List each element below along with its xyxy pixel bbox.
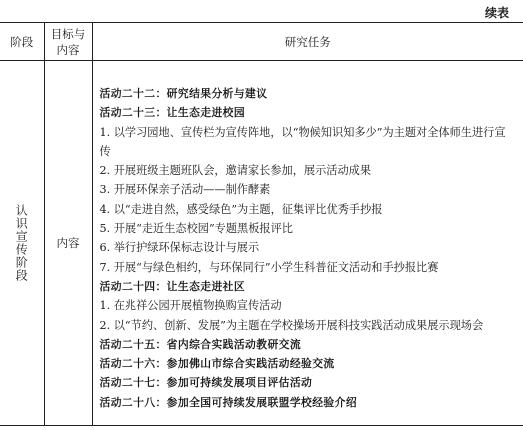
task-item: 2. 以“节约、创新、发展”为主题在学校操场开展科技实践活动成果展示现场会	[99, 318, 484, 332]
header-tasks: 研究任务	[92, 23, 523, 61]
task-item: 2. 开展班级主题班队会，邀请家长参加，展示活动成果	[99, 164, 372, 178]
stage-label: 认识宣传阶段	[14, 204, 29, 282]
table-row	[0, 61, 523, 426]
task-item: 4. 以“走进自然，感受绿色”为主题，征集评比优秀手抄报	[99, 202, 383, 216]
activity-heading: 活动二十四：让生态走进社区	[99, 279, 246, 293]
task-item: 7. 开展“与绿色相约，与环保同行”小学生科普征文活动和手抄报比赛	[99, 260, 439, 274]
header-stage: 阶段	[0, 23, 44, 61]
task-list	[94, 70, 523, 416]
task-item: 6. 举行护绿环保标志设计与展示	[99, 241, 260, 255]
task-item: 3. 开展环保亲子活动——制作酵素	[99, 183, 271, 197]
activity-heading: 活动二十五：省内综合实践活动教研交流	[99, 337, 302, 351]
header-content-target: 目标与内容	[44, 23, 92, 61]
task-item: 5. 开展“走近生态校园”专题黑板报评比	[99, 222, 293, 236]
table-header-row	[0, 23, 523, 61]
activity-heading: 活动二十三：让生态走进校园	[99, 106, 246, 120]
continued-label: 续表	[484, 6, 509, 20]
activity-heading: 活动二十二：研究结果分析与建议	[99, 86, 268, 100]
task-item: 1. 以学习园地、宣传栏为宣传阵地，以“物候知识知多少”为主题对全体师生进行宣传	[99, 125, 506, 158]
activity-heading: 活动二十七：参加可持续发展项目评估活动	[99, 376, 313, 390]
stage-cell	[0, 61, 44, 426]
task-item: 1. 在兆祥公园开展植物换购宣传活动	[99, 299, 282, 313]
activity-heading: 活动二十八：参加全国可持续发展联盟学校经验介绍	[99, 395, 358, 409]
research-table	[0, 22, 523, 426]
tasks-cell	[92, 61, 523, 426]
activity-heading: 活动二十六：参加佛山市综合实践活动经验交流	[99, 357, 335, 371]
content-cell: 内容	[44, 61, 92, 426]
